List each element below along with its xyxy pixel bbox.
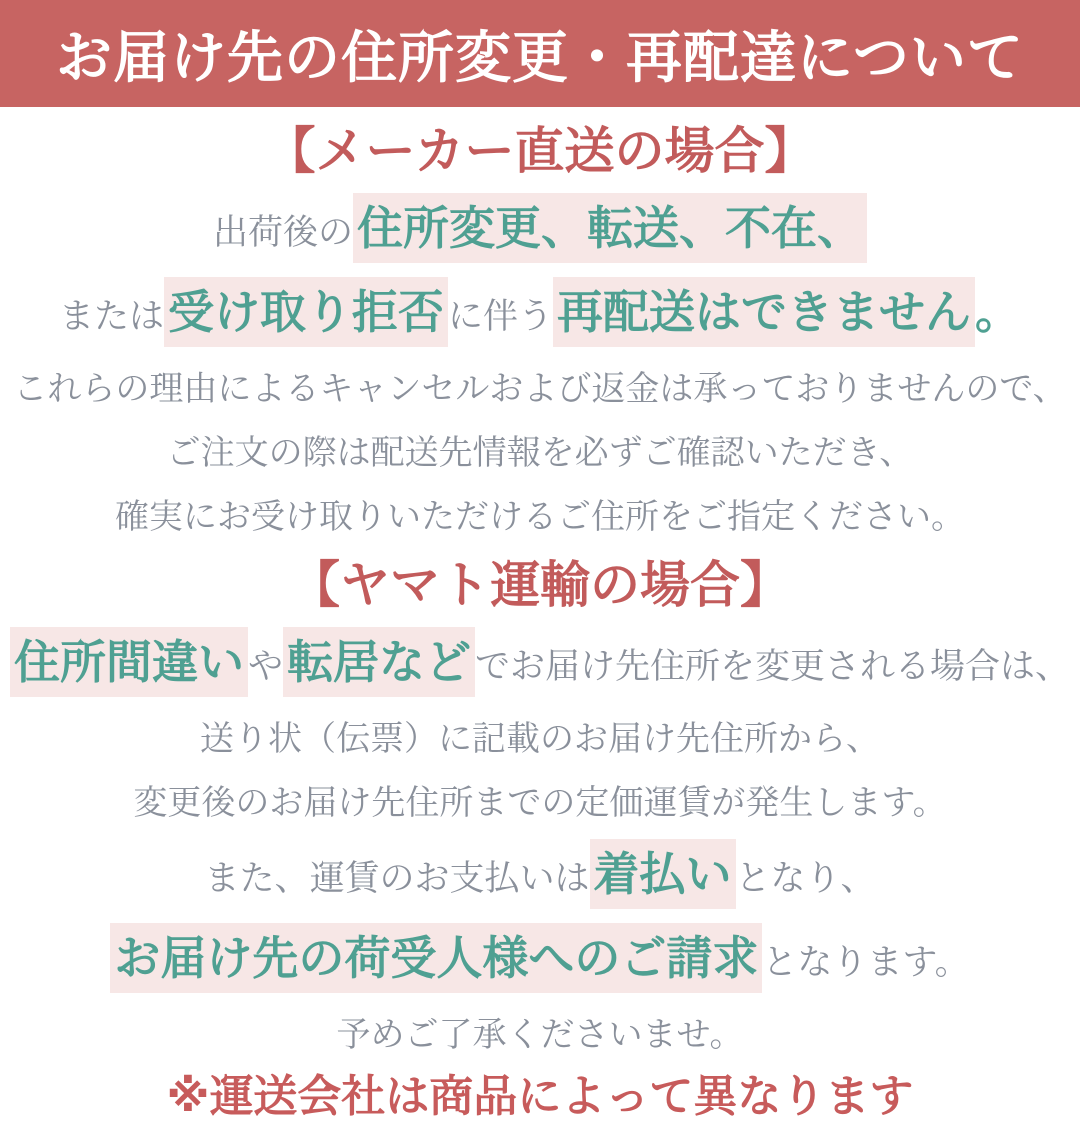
highlighted-text: 住所変更、転送、不在、 [353,193,867,263]
plain-text: これらの理由によるキャンセルおよび返金は承っておりませんので、 [13,370,1067,408]
plain-text: や [247,647,283,686]
plain-text: 予めご了承くださいませ。 [336,1016,744,1054]
text-line [0,280,1080,349]
notice-body [0,121,1080,1123]
plain-text: また、運賃のお支払いは [204,859,590,898]
carrier-disclaimer-note: ※運送会社は商品によって異なります [166,1072,914,1121]
plain-text: 出荷後の [212,213,353,252]
plain-text: となり、 [735,859,876,898]
page-title: お届け先の住所変更・再配達について [56,25,1024,89]
text-line [0,1011,1080,1059]
highlighted-text: 再配送はできません [553,277,975,347]
text-line [0,715,1080,763]
highlighted-text: お届け先の荷受人様へのご請求 [110,923,762,993]
text-line [0,196,1080,265]
section-lines-maker-direct [0,196,1080,541]
plain-text: に伴う [448,297,554,336]
header-banner [0,0,1080,107]
plain-text: 変更後のお届け先住所までの定価運賃が発生します。 [133,784,947,822]
text-line [0,779,1080,827]
highlighted-text: 住所間違い [10,627,248,697]
text-line [0,630,1080,699]
section-title-yamato: 【ヤマト運輸の場合】 [290,557,790,613]
accent-text: 。 [975,286,1022,338]
highlighted-text: 着払い [590,839,736,909]
highlighted-text: 転居など [283,627,475,697]
section-title-maker-direct: 【メーカー直送の場合】 [265,123,815,179]
text-line [0,365,1080,413]
text-line [0,842,1080,911]
plain-text: 送り状（伝票）に記載のお届け先住所から、 [200,720,880,758]
plain-text: となります。 [762,943,970,982]
section-yamato [0,555,1080,1059]
text-line [0,493,1080,541]
section-maker-direct [0,121,1080,541]
plain-text: または [58,297,164,336]
section-lines-yamato [0,630,1080,1059]
plain-text: ご注文の際は配送先情報を必ずご確認いただき、 [166,434,914,472]
text-line [0,926,1080,995]
text-line [0,429,1080,477]
plain-text: 確実にお受け取りいただけるご住所をご指定ください。 [115,498,965,536]
highlighted-text: 受け取り拒否 [164,277,448,347]
plain-text: でお届け先住所を変更される場合は、 [475,647,1071,686]
